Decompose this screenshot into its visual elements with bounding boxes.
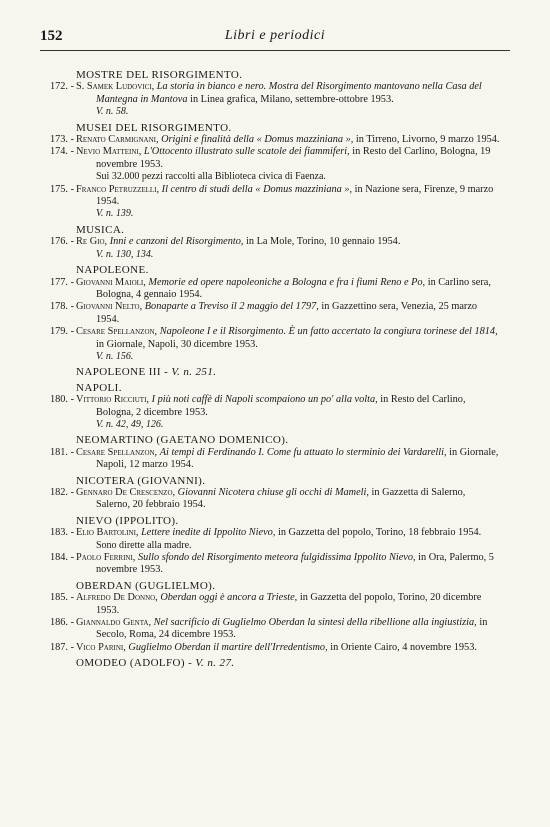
section-heading [40,264,500,276]
bibliography-entry [40,184,500,209]
entry-title: Napoleone I e il Risorgimento. È un fatto accertato la congiura torinese del 1814, [159,326,498,338]
section-heading-text: NAPOLI. [76,381,122,394]
section-heading-text: OMODEO (ADOLFO) - [76,657,193,670]
section-heading [40,382,500,394]
entry-title: L'Ottocento illustrato sulle scatole dei fiammiferi, [143,146,350,158]
section-heading [40,580,500,592]
bibliography-entry [40,592,500,617]
entry-number: 174. - [49,146,74,158]
entry-publication: in Carlino sera, Bologna, 4 gennaio 1954. [96,276,491,300]
entry-title: Sullo sfondo del Risorgimento meteora fulgidissima Ippolito Nievo, [137,552,416,564]
section-heading [40,366,500,378]
entry-publication: in Gazzetta del popolo, Torino, 18 febbraio 1954. [277,527,482,539]
bibliography-entry [40,642,500,654]
header-rule [40,50,510,51]
entry-title: Oberdan oggi è ancora a Trieste, [160,592,298,604]
entry-title: Guglielmo Oberdan il martire dell'Irredentismo, [128,641,328,653]
section-heading-text: NICOTERA (GIOVANNI). [76,474,206,487]
entry-author: Elio Bartolini, [76,527,139,539]
section-heading-text: NAPOLEONE III - [76,366,169,379]
entry-title: La storia in bianco e nero. Mostra del Risorgimento mantovano nella Casa del Mantegna in Mantova [96,81,482,105]
section-heading-text: MUSEI DEL RISORGIMENTO. [76,121,232,134]
entry-number: 178. - [49,301,74,313]
bibliography-entry [40,487,500,512]
entry-title: Lettere inedite di Ippolito Nievo, [141,527,276,539]
entry-author: Paolo Ferrini, [76,552,136,564]
section-heading-text: NEOMARTINO (GAETANO DOMENICO). [76,434,289,447]
section-heading [40,69,500,81]
cross-reference: V. n. 139. [96,208,134,220]
cross-reference: V. n. 42, 49, 126. [96,418,164,430]
entry-number: 185. - [49,592,74,604]
section-heading [40,224,500,236]
bibliography-entry [40,81,500,106]
section-heading [40,434,500,446]
entry-note: Sono dirette alla madre. [96,539,192,551]
entry-number: 183. - [49,527,74,539]
entry-author: Alfredo De Donno, [76,592,158,604]
section-heading [40,657,500,669]
entry-author: Cesare Spellanzon, [76,446,158,458]
entry-title: Ai tempi di Ferdinando I. Come fu attuato lo sterminio dei Vardarelli, [159,446,447,458]
bibliography-entry [40,552,500,577]
entry-publication: in Linea grafica, Milano, settembre-ottobre 1953. [190,93,394,105]
section-heading-text: MOSTRE DEL RISORGIMENTO. [76,69,243,81]
entry-number: 179. - [49,326,74,338]
cross-reference: V. n. 27. [195,657,235,670]
entry-publication: in Oriente Cairo, 4 novembre 1953. [330,641,477,653]
bibliography-list [40,66,500,670]
entry-title: Memorie ed opere napoleoniche a Bologna e fra i fiumi Reno e Po, [148,276,426,288]
entry-publication: in Resto del Carlino, Bologna, 19 novembre 1953. [96,146,491,170]
section-heading [40,122,500,134]
entry-title: Origini e finalità della « Domus mazziniana », [161,134,354,146]
page-header [40,26,510,50]
bibliography-entry [40,617,500,642]
entry-author: S. Samek Ludovici, [76,81,155,93]
cross-reference: V. n. 251. [171,366,217,379]
entry-author: Cesare Spellanzon, [76,326,158,338]
section-heading-text: NAPOLEONE. [76,264,149,277]
entry-author: Vittorio Ricciuti, [76,394,149,406]
bibliography-entry [40,326,500,351]
entry-publication: in La Mole, Torino, 10 gennaio 1954. [246,236,401,248]
section-heading [40,515,500,527]
entry-author: Giovanni Nelto, [76,301,143,313]
entry-publication: in Secolo, Roma, 24 dicembre 1953. [96,617,488,641]
entry-number: 184. - [49,552,74,564]
entry-author: Renato Carmignani, [76,134,159,146]
entry-title: I più noti caffè di Napoli scompaiono un po' alla volta, [151,394,378,406]
cross-reference: V. n. 58. [96,106,129,118]
running-title: Libri e periodici [224,28,326,43]
entry-number: 173. - [49,134,74,146]
entry-title: Il centro di studi della « Domus mazziniana », [161,183,353,195]
entry-publication: in Ora, Palermo, 5 novembre 1953. [96,552,494,576]
entry-author: Giovanni Maioli, [76,276,146,288]
entry-number: 177. - [49,276,74,288]
entry-number: 180. - [49,394,74,406]
entry-number: 176. - [49,236,74,248]
entry-publication: in Giornale, Napoli, 12 marzo 1954. [96,446,499,471]
entry-note: Sui 32.000 pezzi raccolti alla Biblioteca civica di Faenza. [96,171,326,183]
entry-publication: in Giornale, Napoli, 30 dicembre 1953. [96,338,258,350]
entry-author: Nevio Matteini, [76,146,142,158]
entry-publication: in Gazzetta di Salerno, Salerno, 20 febbraio 1954. [96,487,466,511]
entry-publication: in Nazione sera, Firenze, 9 marzo 1954. [96,183,494,208]
bibliography-entry [40,134,500,146]
entry-publication: in Tirreno, Livorno, 9 marzo 1954. [355,134,500,146]
entry-number: 186. - [49,617,74,629]
section-heading [40,475,500,487]
entry-number: 181. - [49,446,74,458]
bibliography-entry [40,277,500,302]
bibliography-entry [40,394,500,419]
bibliography-entry [40,301,500,326]
section-heading-text: NIEVO (IPPOLITO). [76,514,179,527]
entry-number: 175. - [49,183,74,195]
entry-author: Franco Petruzzelli, [76,183,160,195]
section-heading-text: MUSICA. [76,223,125,236]
entry-publication: in Resto del Carlino, Bologna, 2 dicembre 1953. [96,394,466,418]
bibliography-entry [40,146,500,171]
entry-title: Nel sacrificio di Guglielmo Oberdan la sintesi della ribellione alla ingiustizia, [153,617,477,629]
entry-author: Giannaldo Genta, [76,617,152,629]
entry-author: Re Gio, [76,236,108,248]
entry-publication: in Gazzettino sera, Venezia, 25 marzo 1954. [96,301,478,325]
entry-number: 187. - [49,641,74,653]
entry-title: Giovanni Nicotera chiuse gli occhi di Mameli, [177,487,369,498]
entry-publication: in Gazzetta del popolo, Torino, 20 dicembre 1953. [96,592,482,616]
entry-number: 182. - [49,487,74,498]
page-number: 152 [40,28,63,44]
entry-author: Vico Parini, [76,641,126,653]
entry-author: Gennaro De Crescenzo, [76,487,176,498]
bibliography-entry [40,447,500,472]
entry-title: Bonaparte a Treviso il 2 maggio del 1797, [144,301,319,313]
cross-reference: V. n. 130, 134. [96,248,154,260]
cross-reference: V. n. 156. [96,350,134,362]
bibliography-entry [40,527,500,539]
section-heading-text: OBERDAN (GUGLIELMO). [76,579,216,592]
entry-title: Inni e canzoni del Risorgimento, [109,236,244,248]
entry-number: 172. - [49,81,74,93]
bibliography-entry [40,236,500,248]
